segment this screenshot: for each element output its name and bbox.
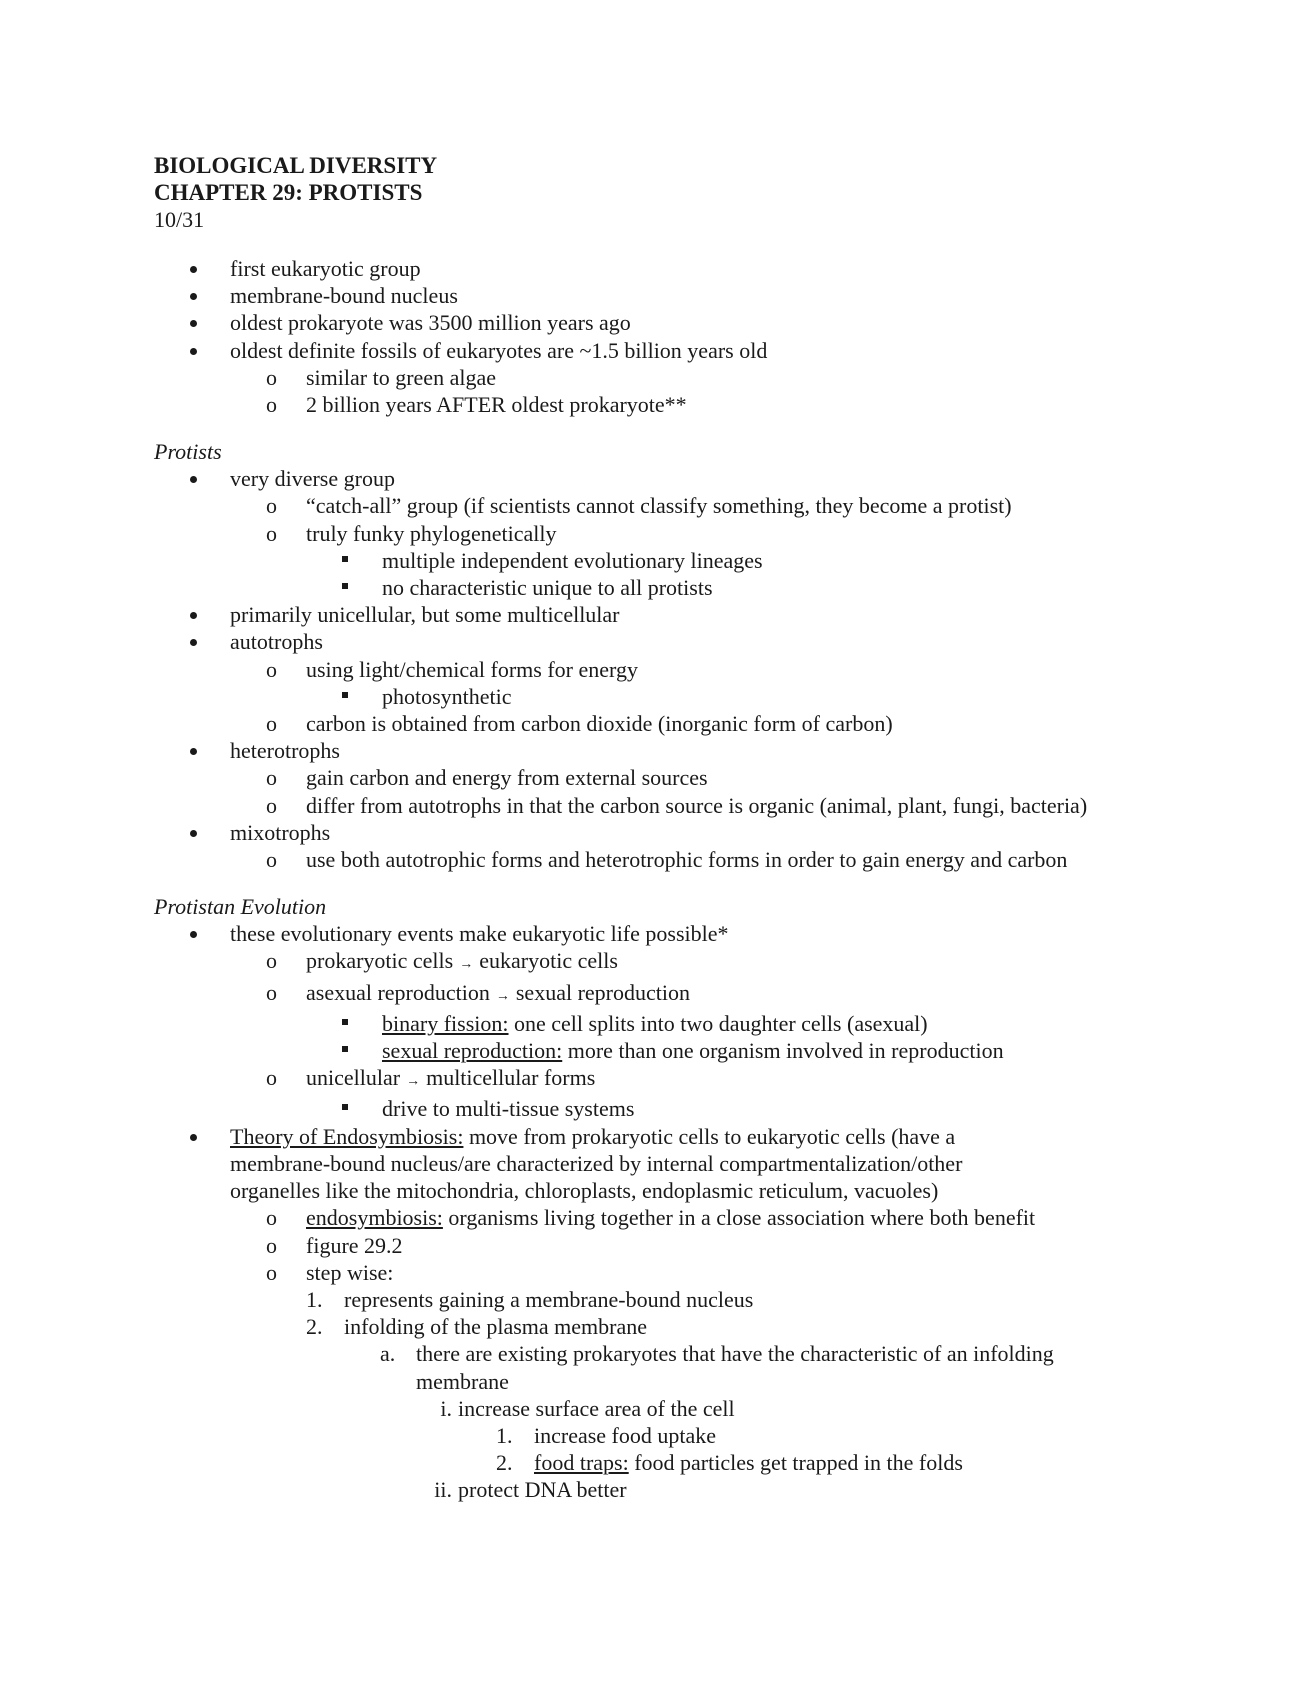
bullet-icon [190,1134,197,1141]
term-sexual-reproduction: sexual reproduction: [382,1038,563,1064]
bullet-icon [190,639,197,646]
circle-bullet-icon: o [266,948,277,974]
list-item: o 2 billion years AFTER oldest prokaryote** [266,392,687,418]
circle-bullet-icon: o [266,392,277,418]
bullet-icon [190,612,197,619]
list-item: o use both autotrophic forms and heterotrophic forms in order to gain energy and carbon [266,847,1068,873]
circle-bullet-icon: o [266,711,277,737]
circle-bullet-icon: o [266,979,277,1005]
document-date: 10/31 [154,207,205,232]
intro-list [154,255,1154,418]
circle-bullet-icon: o [266,520,277,546]
list-item: 1. represents gaining a membrane-bound nucleus [306,1286,754,1312]
list-item: autotrophs o using light/chemical forms for energy photosynthetic o carbon is obtained from carbon dioxide (inorganic form of carbon) [154,628,1154,737]
list-item: o step wise: 1. represents gaining a membrane-bound nucleus 2. infolding of the plasma membrane a. there are existing prokaryotes that have the characteristic of an infolding membrane i. increase surface area of the cell 1. increase food uptake 2. food traps: food particles get trapped in the folds ii. protect DNA better [230,1259,1154,1504]
circle-bullet-icon: o [266,493,277,519]
list-item: first eukaryotic group [154,255,1154,282]
list-item: multiple independent evolutionary lineages [306,547,1154,574]
list-item: 2. food traps: food particles get trapped in the folds [496,1450,963,1476]
bullet-icon [190,293,197,300]
document-title-line1: BIOLOGICAL DIVERSITY [154,153,438,178]
section-heading-protists: Protists [154,439,222,465]
list-item: o asexual reproduction → sexual reproduction binary fission: one cell splits into two daughter cells (asexual) sexual reproduction: more than one organism involved in reproduction [230,979,1154,1065]
circle-bullet-icon: o [266,1205,277,1231]
list-item: o prokaryotic cells → eukaryotic cells [266,948,618,974]
list-item: o endosymbiosis: organisms living together in a close association where both benefit [266,1205,1036,1231]
list-item: ii. protect DNA better [434,1477,627,1503]
right-arrow-icon: → [495,988,510,1004]
circle-bullet-icon: o [266,792,277,818]
document-page [154,152,1154,1504]
square-bullet-icon [342,556,348,562]
evolution-list [154,920,1154,1503]
list-item: membrane-bound nucleus [154,282,1154,309]
list-item: these evolutionary events make eukaryotic life possible* o prokaryotic cells → eukaryotic cells o asexual reproduction → sexual reproduction binary fission: one cell splits into two daughter cells (asexual) sexual reproduction: more than one organism involved in reproduction o unicellular → multicellular forms drive to multi-tissue systems [154,920,1154,1122]
list-item: binary fission: one cell splits into two daughter cells (asexual) [306,1010,1154,1037]
list-item: o “catch-all” group (if scientists cannot classify something, they become a protist) [266,493,1012,519]
list-item: o gain carbon and energy from external sources [266,765,708,791]
square-bullet-icon [342,1019,348,1025]
list-item: o using light/chemical forms for energy photosynthetic [230,656,1154,710]
list-item: mixotrophs o use both autotrophic forms and heterotrophic forms in order to gain energy and carbon [154,819,1154,873]
term-theory-of-endosymbiosis: Theory of Endosymbiosis: [230,1123,464,1149]
list-item: o carbon is obtained from carbon dioxide (inorganic form of carbon) [266,711,893,737]
square-bullet-icon [342,1104,348,1110]
bullet-icon [190,476,197,483]
section-heading-evolution: Protistan Evolution [154,894,327,920]
list-item: oldest definite fossils of eukaryotes are ~1.5 billion years old o similar to green algae o 2 billion years AFTER oldest prokaryote** [154,337,1154,419]
list-item: o similar to green algae [266,364,496,390]
term-endosymbiosis: endosymbiosis: [306,1205,443,1231]
list-item: Theory of Endosymbiosis: move from prokaryotic cells to eukaryotic cells (have a membrane-bound nucleus/are characterized by internal compartmentalization/other organelles like the mitochondria, chloroplasts, endoplasmic reticulum, vacuoles) o endosymbiosis: organisms living together in a close association where both benefit o figure 29.2 o step wise: 1. represents gaining a membrane-bound nucleus 2. infolding of the plasma membrane a. there are existing prokaryotes that have the characteristic of an infolding membrane i. increase surface area of the cell 1. increase food uptake 2. food traps: food particles get trapped in the folds ii. protect DNA better [154,1123,1154,1504]
bullet-icon [190,266,197,273]
list-item: oldest prokaryote was 3500 million years ago [154,309,1154,336]
term-food-traps: food traps: [534,1450,629,1476]
bullet-icon [190,830,197,837]
term-binary-fission: binary fission: [382,1010,509,1036]
list-item: a. there are existing prokaryotes that have the characteristic of an infolding membrane i. increase surface area of the cell 1. increase food uptake 2. food traps: food particles get trapped in the folds ii. protect DNA better [344,1340,1154,1503]
document-title-line2: CHAPTER 29: PROTISTS [154,180,423,205]
list-item: o truly funky phylogenetically multiple independent evolutionary lineages no characteristic unique to all protists [230,520,1154,602]
list-item: photosynthetic [306,683,1154,710]
square-bullet-icon [342,1046,348,1052]
list-item: i. increase surface area of the cell 1. increase food uptake 2. food traps: food particles get trapped in the folds [420,1395,1154,1477]
bullet-icon [190,748,197,755]
list-item: sexual reproduction: more than one organism involved in reproduction [306,1037,1154,1064]
list-item: o differ from autotrophs in that the carbon source is organic (animal, plant, fungi, bacteria) [266,792,1088,818]
square-bullet-icon [342,583,348,589]
circle-bullet-icon: o [266,1259,277,1285]
circle-bullet-icon: o [266,364,277,390]
bullet-icon [190,348,197,355]
list-item: 2. infolding of the plasma membrane a. there are existing prokaryotes that have the characteristic of an infolding membrane i. increase surface area of the cell 1. increase food uptake 2. food traps: food particles get trapped in the folds ii. protect DNA better [306,1313,1154,1503]
list-item: o unicellular → multicellular forms drive to multi-tissue systems [230,1064,1154,1122]
protists-list [154,465,1154,873]
list-item: o figure 29.2 [266,1232,403,1258]
bullet-icon [190,320,197,327]
list-item: 1. increase food uptake [496,1422,717,1448]
list-item: very diverse group o “catch-all” group (if scientists cannot classify something, they become a protist) o truly funky phylogenetically multiple independent evolutionary lineages no characteristic unique to all protists [154,465,1154,601]
list-item: heterotrophs o gain carbon and energy from external sources o differ from autotrophs in that the carbon source is organic (animal, plant, fungi, bacteria) [154,737,1154,819]
right-arrow-icon: → [459,957,474,973]
circle-bullet-icon: o [266,847,277,873]
circle-bullet-icon: o [266,1065,277,1091]
right-arrow-icon: → [406,1074,421,1090]
circle-bullet-icon: o [266,765,277,791]
circle-bullet-icon: o [266,1232,277,1258]
list-item: primarily unicellular, but some multicellular [154,601,1154,628]
bullet-icon [190,931,197,938]
list-item: no characteristic unique to all protists [306,574,1154,601]
square-bullet-icon [342,692,348,698]
list-item: drive to multi-tissue systems [306,1095,1154,1122]
circle-bullet-icon: o [266,656,277,682]
